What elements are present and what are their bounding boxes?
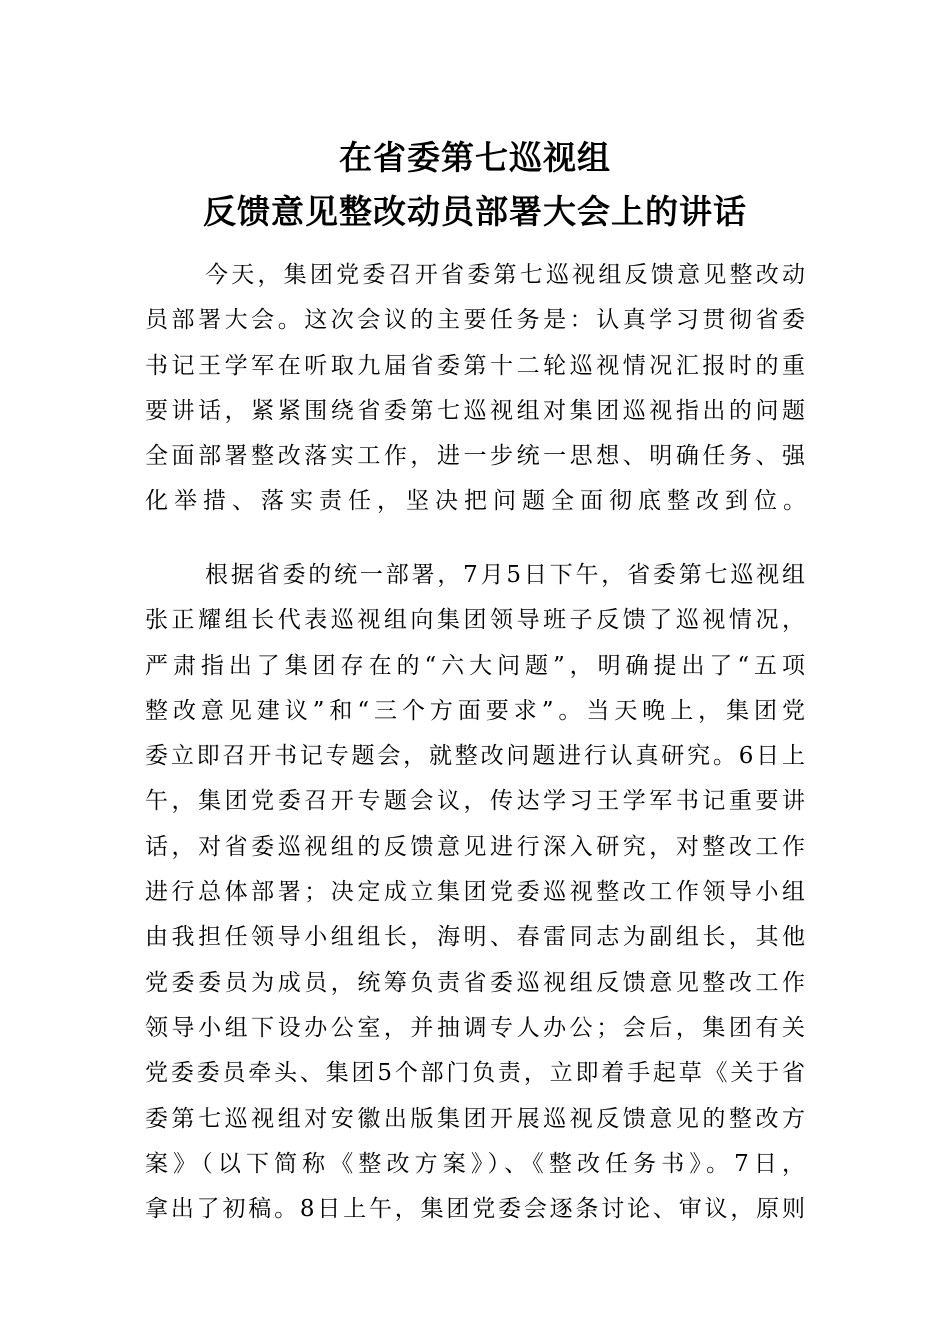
text-line: 党委委员牵头、集团5个部门负责，立即着手起草《关于省 <box>145 1060 805 1087</box>
text-line: 严肃指出了集团存在的“六大问题”，明确提出了“五项 <box>145 652 805 679</box>
text-line: 进行总体部署；决定成立集团党委巡视整改工作领导小组 <box>145 879 805 906</box>
text-line: 化举措、落实责任，坚决把问题全面彻底整改到位。 <box>145 488 812 515</box>
paragraph-1 <box>145 253 812 525</box>
text-line: 案》（以下简称《整改方案》）、《整改任务书》。7日， <box>145 1150 805 1177</box>
text-line: 要讲话，紧紧围绕省委第七巡视组对集团巡视指出的问题 <box>145 397 805 424</box>
text-line: 话，对省委巡视组的反馈意见进行深入研究，对整改工作 <box>145 833 805 860</box>
text-line: 领导小组下设办公室，并抽调专人办公；会后，集团有关 <box>145 1014 805 1041</box>
text-line: 整改意见建议”和“三个方面要求”。当天晚上，集团党 <box>145 697 805 724</box>
text-line: 书记王学军在听取九届省委第十二轮巡视情况汇报时的重 <box>145 352 805 379</box>
text-line: 党委委员为成员，统筹负责省委巡视组反馈意见整改工作 <box>145 969 805 996</box>
text-line: 由我担任领导小组组长，海明、春雷同志为副组长，其他 <box>145 924 805 951</box>
paragraph-2 <box>145 553 805 1232</box>
document-title-line-1: 在省委第七巡视组 <box>339 138 611 177</box>
text-line: 委立即召开书记专题会，就整改问题进行认真研究。6日上 <box>145 743 805 770</box>
text-line: 张正耀组长代表巡视组向集团领导班子反馈了巡视情况， <box>145 607 805 634</box>
text-line: 今天，集团党委召开省委第七巡视组反馈意见整改动 <box>205 262 805 288</box>
text-line: 根据省委的统一部署，7月5日下午，省委第七巡视组 <box>205 562 805 588</box>
text-line: 委第七巡视组对安徽出版集团开展巡视反馈意见的整改方 <box>145 1105 805 1132</box>
text-line: 午，集团党委召开专题会议，传达学习王学军书记重要讲 <box>145 788 805 815</box>
text-line: 全面部署整改落实工作，进一步统一思想、明确任务、强 <box>145 443 805 470</box>
text-line: 员部署大会。这次会议的主要任务是：认真学习贯彻省委 <box>145 307 805 334</box>
document-title-line-2: 反馈意见整改动员部署大会上的讲话 <box>203 192 747 231</box>
text-line: 拿出了初稿。8日上午，集团党委会逐条讨论、审议，原则 <box>145 1196 805 1223</box>
